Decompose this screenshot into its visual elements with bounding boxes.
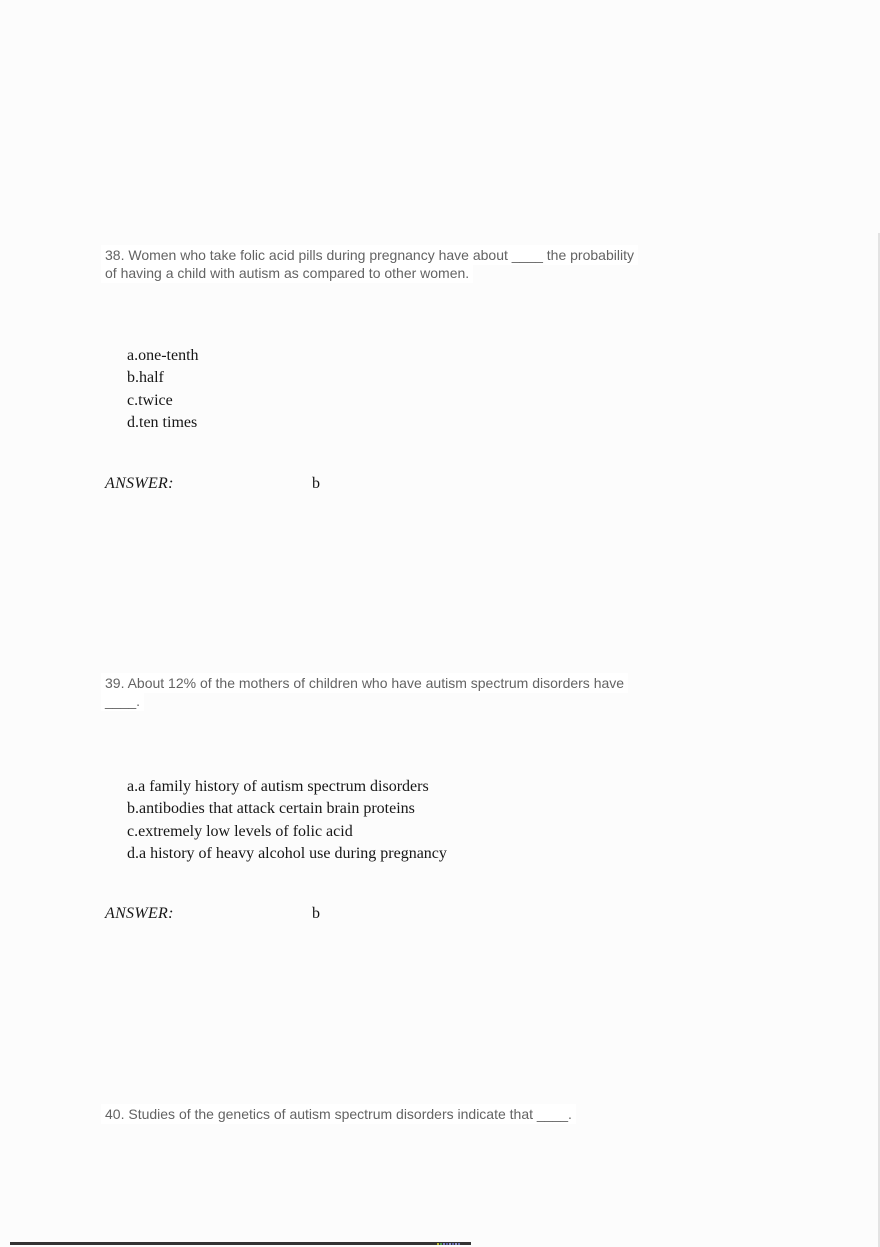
question-38-option-c: c.twice [127,391,173,409]
question-39-answer-label: ANSWER: [105,905,174,922]
bottom-divider-bar [10,1242,471,1245]
question-39-options [127,776,447,866]
question-39-answer-row [105,904,525,924]
question-38-answer-row [105,474,525,494]
question-39-text [105,674,624,710]
question-39-option-b: b.antibodies that attack certain brain proteins [127,800,415,818]
bottom-bar-tiny-marks [437,1243,460,1245]
question-38-option-b: b.half [127,369,164,387]
question-38-option-a: a.one-tenth [127,347,199,364]
question-38-option-d: d.ten times [127,414,198,432]
question-39-option-a: a.a family history of autism spectrum disorders [127,778,429,795]
question-39-answer-value: b [312,905,320,922]
tiny-mark [455,1243,457,1245]
tiny-mark [443,1243,445,1245]
question-38-answer-value: b [312,475,320,492]
question-39-option-d: d.a history of heavy alcohol use during pregnancy [127,845,447,863]
tiny-mark [452,1243,454,1245]
question-39-line-2: ____. [101,691,144,711]
question-39-line-1: 39. About 12% of the mothers of children who have autism spectrum disorders have [101,673,628,693]
question-38-text [105,246,634,282]
tiny-mark [437,1243,439,1245]
tiny-mark [440,1243,442,1245]
tiny-mark [446,1243,448,1245]
question-38-answer-label: ANSWER: [105,475,174,492]
tiny-mark [458,1243,460,1245]
question-38-line-2: of having a child with autism as compared to other women. [101,263,473,283]
question-40-line-1: 40. Studies of the genetics of autism spectrum disorders indicate that ____. [101,1104,576,1124]
tiny-mark [449,1243,451,1245]
question-39-option-c: c.extremely low levels of folic acid [127,822,353,840]
question-38-line-1: 38. Women who take folic acid pills during pregnancy have about ____ the probability [101,245,638,265]
question-40-text [105,1105,572,1123]
question-38-options [127,345,199,435]
